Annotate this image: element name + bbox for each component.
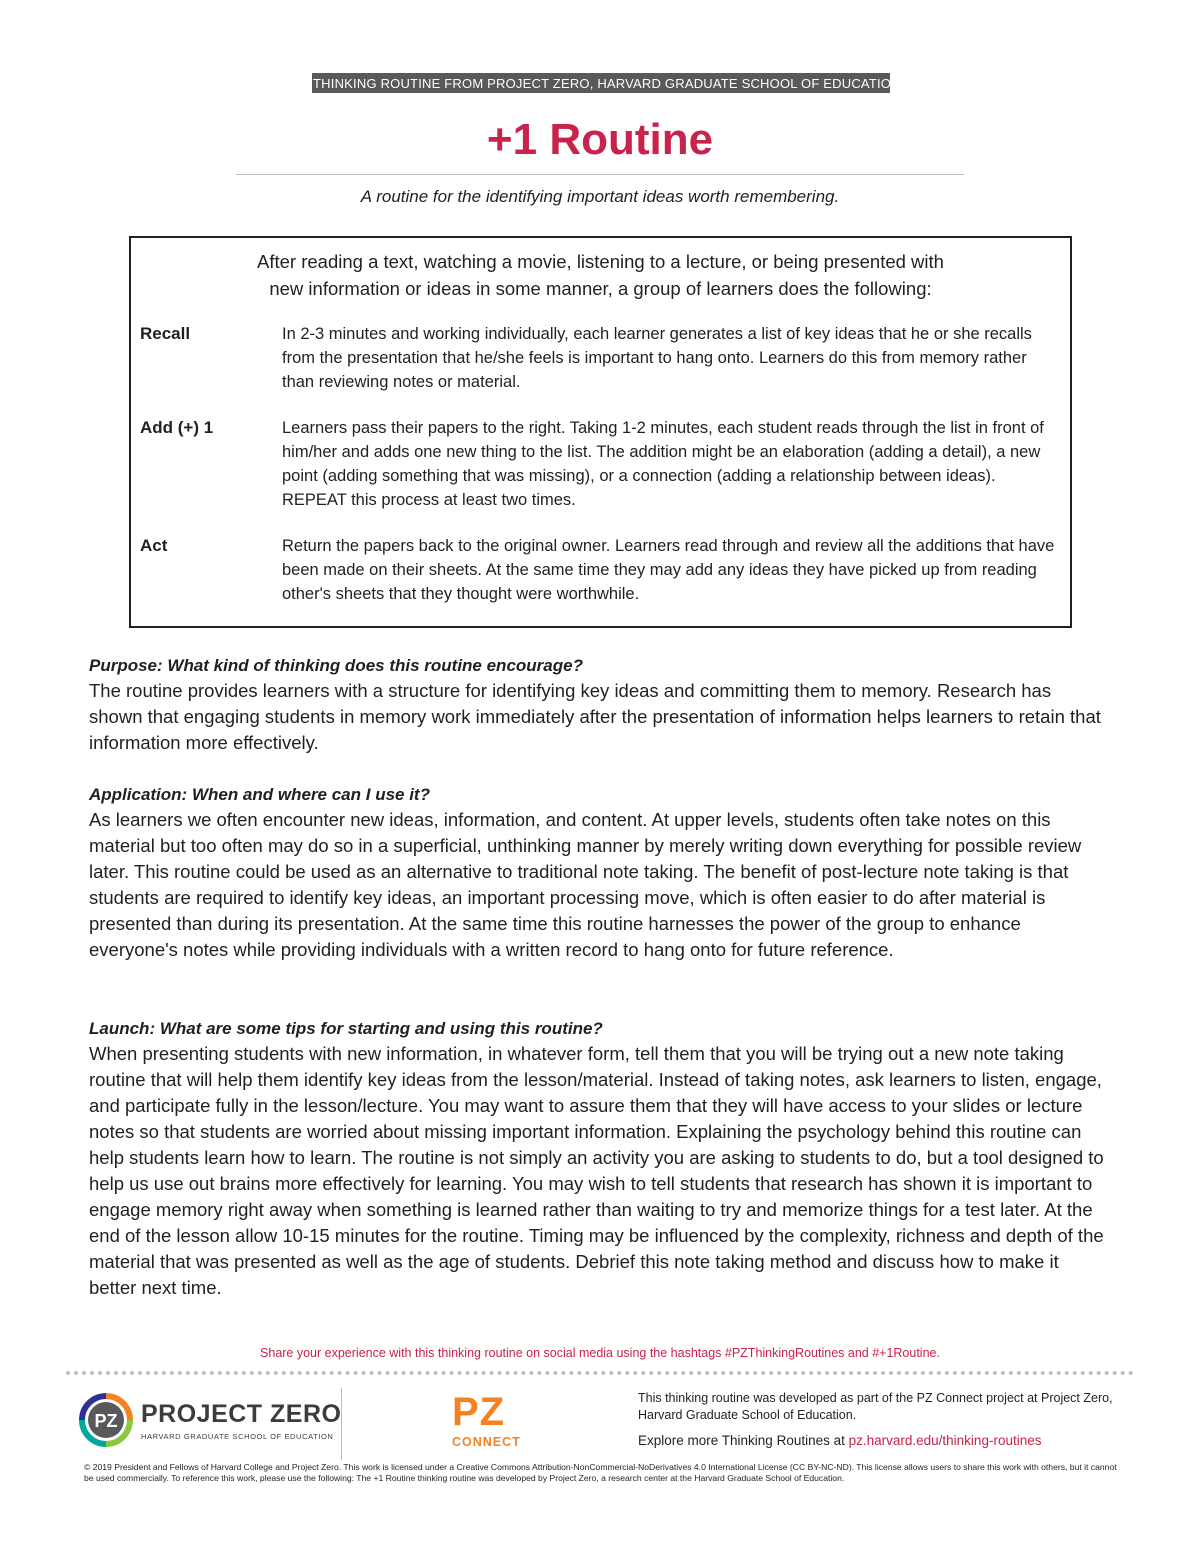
section-body: When presenting students with new information, in whatever form, tell them that you will be trying out a new note taking routine that will help them identify key ideas from the lesson/material. Instead of taking notes, ask learners to listen, engage, and participate fully in the lesson/lecture. You may want to assure them that they will have access to your slides or lecture notes so that students are worried about missing important information. Explaining the psychology behind this routine can help students learn how to learn. The routine is not simply an activity you are asking to students to do, but a tool designed to help us use out brains more effectively for learning. You may wish to tell students that research has shown it is important to engage memory right away when something is learned rather than waiting to try and memorize things for a test later. At the end of the lesson allow 10-15 minutes for the routine. Timing may be influenced by the complexity, richness and depth of the material that was presented as well as the age of students. Debrief this note taking method and discuss how to make it better next time.	[89, 1043, 1104, 1298]
header-banner: A THINKING ROUTINE FROM PROJECT ZERO, HARVARD GRADUATE SCHOOL OF EDUCATION	[312, 73, 890, 93]
step-description: In 2-3 minutes and working individually, each learner generates a list of key ideas that he or she recalls from the presentation that he/she feels is important to hang onto. Learners do this from memory rather than reviewing notes or material.	[282, 325, 1032, 391]
page-subtitle: A routine for the identifying important ideas worth remembering.	[360, 187, 840, 206]
routine-steps-box	[129, 236, 1072, 628]
license-text: © 2019 President and Fellows of Harvard College and Project Zero. This work is licensed under a Creative Commons Attribution-NonCommercial-NoDerivatives 4.0 International License (CC BY-NC-ND). This license allows users to share this work with others, but it cannot be used commercially. To reference this work, please use the following: The +1 Routine thinking routine was developed by Project Zero, a research center at the Harvard Graduate School of Education.	[84, 1462, 1117, 1483]
routine-intro-line-2: new information or ideas in some manner, a group of learners does the following:	[269, 278, 932, 299]
step-act	[140, 534, 1055, 606]
explore-prefix: Explore more Thinking Routines at	[638, 1433, 849, 1448]
section-heading: Purpose: What kind of thinking does this routine encourage?	[89, 656, 583, 675]
pz-connect-word: CONNECT	[452, 1435, 521, 1449]
step-description: Learners pass their papers to the right. Taking 1-2 minutes, each student reads through the list in front of him/her and adds one new thing to the list. The addition might be an elaboration (adding a detail), a new point (adding something that was missing), or a connection (adding a relationship between ideas). REPEAT this process at least two times.	[282, 419, 1044, 509]
step-description: Return the papers back to the original owner. Learners read through and review all the additions that have been made on their sheets. At the same time they may add any ideas they have picked up from reading other's sheets that they thought were worthwhile.	[282, 537, 1055, 603]
section-heading: Launch: What are some tips for starting and using this routine?	[89, 1019, 603, 1038]
page-title: +1 Routine	[486, 115, 714, 164]
logo-name: PROJECT ZERO	[141, 1400, 342, 1428]
routine-intro-line-1: After reading a text, watching a movie, listening to a lecture, or being presented with	[257, 251, 944, 272]
step-label: Recall	[140, 324, 191, 343]
logo-divider	[341, 1388, 342, 1460]
launch-section	[89, 1017, 1109, 1301]
step-label: Add (+) 1	[140, 418, 214, 437]
thinking-routines-link[interactable]: pz.harvard.edu/thinking-routines	[848, 1433, 1042, 1448]
title-divider	[236, 174, 964, 175]
section-body: The routine provides learners with a structure for identifying key ideas and committing them to memory. Research has shown that engaging students in memory work immediately after the presentation of information helps learners to retain that information more effectively.	[89, 680, 1101, 753]
purpose-section	[89, 654, 1109, 756]
step-add-one	[140, 416, 1055, 512]
section-body: As learners we often encounter new ideas, information, and content. At upper levels, students often take notes on this material but too often may do so in a superficial, unthinking manner by merely writing down everything for possible review later. This routine could be used as an alternative to traditional note taking. The benefit of post-lecture note taking is that students are required to identify key ideas, an important processing move, which is often easier to do after material is presented than during its presentation. At the same time this routine harnesses the power of the group to enhance everyone's notes while providing individuals with a written record to hang onto for future reference.	[89, 809, 1082, 960]
routine-intro	[131, 248, 1070, 302]
share-hashtags: Share your experience with this thinking routine on social media using the hashtags #PZThinkingRoutines and #+1Routine.	[260, 1346, 940, 1360]
application-section	[89, 783, 1109, 963]
step-label: Act	[140, 536, 168, 555]
explore-line	[638, 1432, 1041, 1450]
about-text: This thinking routine was developed as part of the PZ Connect project at Project Zero, Harvard Graduate School of Education.	[638, 1391, 1113, 1422]
section-heading: Application: When and where can I use it?	[89, 785, 430, 804]
dotted-divider	[66, 1371, 1134, 1375]
logo-subtitle: HARVARD GRADUATE SCHOOL OF EDUCATION	[141, 1432, 334, 1441]
logo-monogram: PZ	[94, 1411, 118, 1431]
project-zero-logo-icon	[78, 1392, 134, 1448]
step-recall	[140, 322, 1055, 394]
pz-connect-mark: PZ	[452, 1390, 506, 1434]
